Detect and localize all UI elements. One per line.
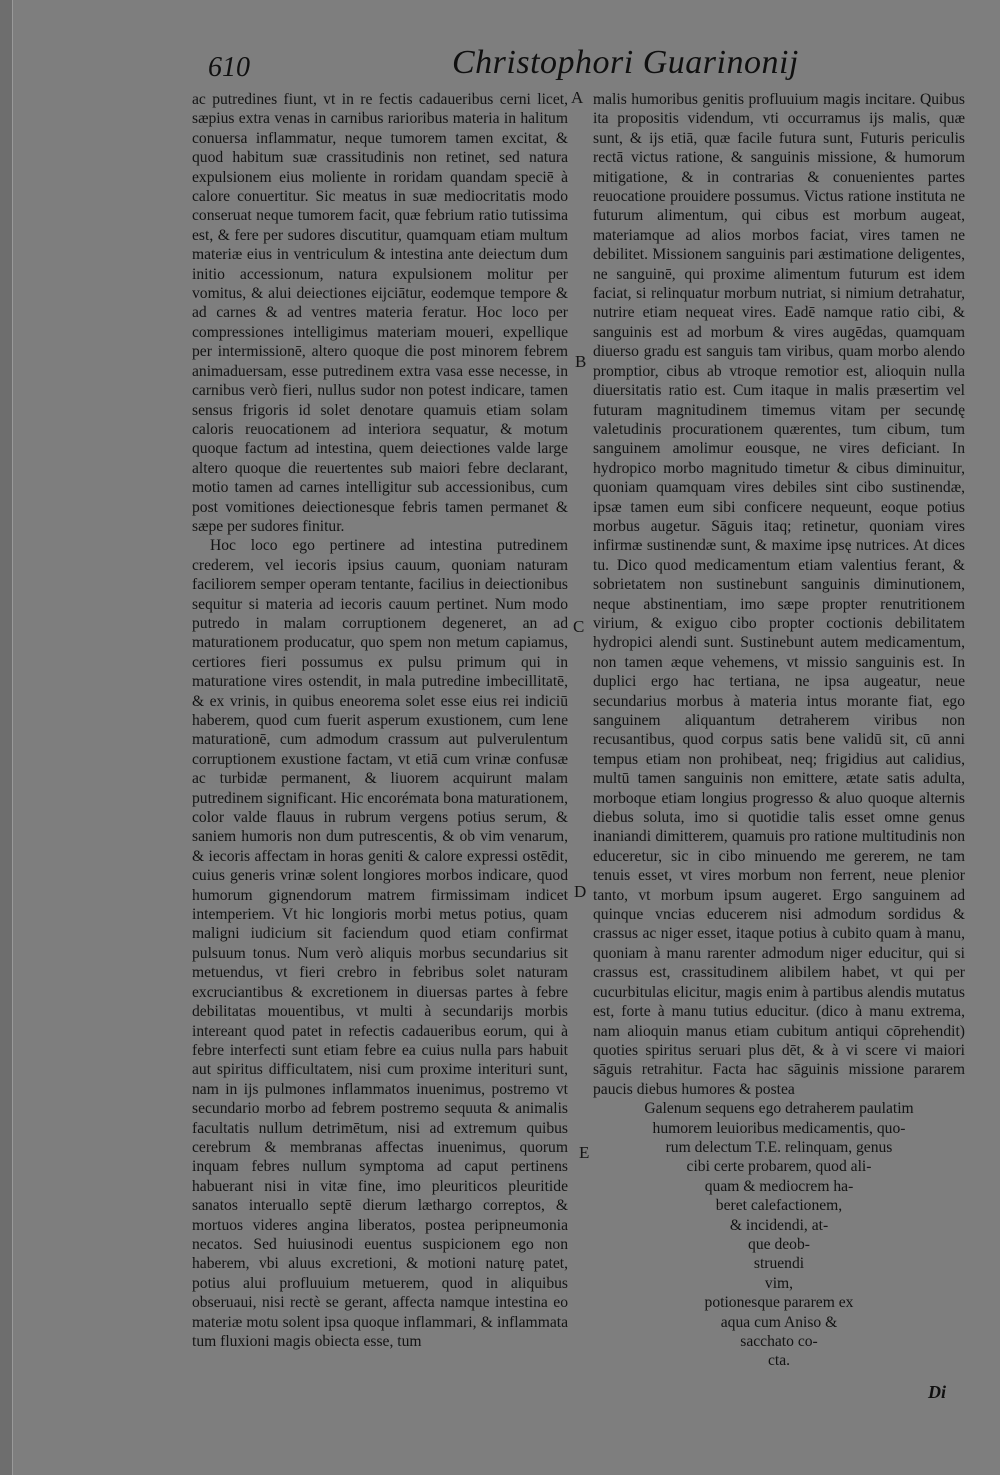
left-column (192, 90, 568, 1351)
right-column (593, 90, 965, 1371)
tail-line: humorem leuioribus medicamentis, quo- (652, 1119, 906, 1137)
tail-line: aqua cum Aniso & (720, 1313, 838, 1331)
margin-letter-e: E (579, 1143, 590, 1162)
tail-line: potionesque pararem ex (704, 1294, 854, 1312)
tail-line: vim, (764, 1274, 794, 1292)
tail-line: quam & mediocrem ha- (704, 1177, 854, 1195)
page-header (200, 40, 980, 90)
tail-line: beret calefactionem, (715, 1197, 843, 1215)
left-paragraph-2: Hoc loco ego pertinere ad intestina putredinem crederem, vel iecoris ipsius cauum, quoniam naturam faciliorem semper operam tentante, facilius in deiectionibus sequitur si materia ad iecoris cauum pertinet. Num modo putredo in malam corruptionem degeneret, an ad maturationem producatur, quo spem non metum capiamus, certiores fieri possumus ex pulsu primum qui in maturatione vires ostendit, in mala putredine imbecillitatē, & ex vrinis, in quibus eneorema solet esse eius rei indiciū haberem, quod cum fuerit asperum exustionem, cum lene maturationē, cum admodum crassum aut pulverulentum corruptionem exustione factam, vt etiā cum vrinæ confusæ ac turbidæ permanent, & liuorem acquirunt malam putredinem significant. Hic encorémata bona maturationem, color valde flauus in rubrum vergens potius serum, & saniem humoris non dum putrescentis, & ob vim venarum, & iecoris affectam in horas geniti & calore expressi ostēdit, cuius generis vrinæ solent longiores morbos indicare, quod humorum gignendorum matrem firmissimam indicet intemperiem. Vt hic longioris morbi metus potius, quam maligni iudicium sit faciendum quod etiam confirmat pulsuum tonus. Num verò aliquis morbus secundarius sit metuendus, vt fieri crebro in febribus solet naturam excruciantibus & excretionem in diuersas partes à febre debilitatas mouentibus, vt multi à secundarijs morbis intereant quod patet in refectis cadaueribus eorum, qui à febre interfecti sunt etiam febre ea cuius nulla pars habuit aut spiritus difficultatem, nisi cum proxime interituri sunt, nam in ijs pulmones inflammatos inuenimus, postremo vt secundario morbo ad febrem postremo sequuta & animalis facultatis nullum detrimētum, nisi ad extremum quibus cerebrum & membranas affectas inuenimus, quorum inquam febres nullum symptoma ad caput pertinens habuerant nisi in vitæ fine, imo pleuriticos pleuritide sanatos interuallo septē dierum læthargo correptos, & mortuos videres angina liberatos, postea peripneumonia necatos. Sed huiusinodi euentus suspicionem ego non haberem, vbi aluus excretioni, & motioni naturę patet, potius alui profluuium metuerem, quod in aliquibus obseruaui, nisi rectè se gerant, affecta namque intestina eo materiæ motu solent ipsa quoque inflammari, & inflammata tum fluxioni magis obiecta esse, tum (192, 537, 568, 1350)
tail-line: cibi certe probarem, quod ali- (686, 1158, 872, 1176)
left-paragraph-1: ac putredines fiunt, vt in re fectis cadaueribus cerni licet, sæpius extra venas in carnibus rarioribus materia in halitum conuersa inflammatur, neque tumorem tamen excitat, & quod habitum suæ crassitudinis non retinet, sed natura expulsionem eius moliente in roridam quandam speciē à calore conuertitur. Sic meatus in suæ mediocritatis modo conseruat neque tumorem facit, quæ febrium ratio tutissima est, & fere per sudores discutitur, quamquam etiam multum materiæ eius in ventriculum & intestina ante deiectum dum initio accessionum, natura expulsionem molitur per vomitus, & alui deiectiones eijciātur, eodemque tempore & ad carnes & ad ventres materia feratur. Hoc loco per compressiones intelligimus materiam moueri, expellique per intermissionē, altero quoque die post minorem febrem animaduersam, esse putredinem extra vasa esse necesse, in carnibus verò fieri, nullus sudor non potest indicare, tamen sensus frigoris id solet denotare quamuis etiam solam caloris reuocationem ad interiora sequatur, & motum quoque factum ad intestina, quem deiectiones valde large altero quoque die reuertentes sub maiori febre declarant, motio tamen ad carnes intelligitur sub accessionibus, cum post vomitiones deiectionesque febris tamen permanet & sæpe per sudores finitur. (192, 91, 568, 535)
running-head: Christophori Guarinonij (452, 44, 799, 81)
catchword: Di (928, 1382, 946, 1402)
margin-letter-c: C (573, 617, 585, 636)
margin-letter-b: B (575, 352, 587, 371)
tail-line: cta. (767, 1352, 791, 1370)
tail-line: & incidendi, at- (729, 1216, 829, 1234)
binding-edge (0, 0, 13, 1475)
tail-line: rum delectum T.E. relinquam, genus (665, 1138, 893, 1156)
tapering-conclusion (593, 1099, 965, 1371)
tail-line: sacchato co- (740, 1333, 818, 1350)
margin-letter-d: D (574, 882, 587, 901)
tail-line: struendi (753, 1255, 805, 1273)
margin-letter-a: A (571, 88, 584, 107)
tail-line: que deob- (748, 1235, 810, 1253)
right-paragraph-1: malis humoribus genitis profluuium magis incitare. Quibus ita propositis videndum, vti occurramus ijs malis, quæ sunt, & ijs etiā, quæ facile futura sunt, Futuris periculis rectā victus ratione, & sanguinis missione, & humorum mitigatione, & in contrarias & conuenientes partes reuocatione prouidere possumus. Victus ratione instituta ne futurum alimentum, qui cibus est morbum augeat, materiamque ad alios morbos faciat, vires tamen ne debilitet. Missionem sanguinis pari æstimatione deligentes, ne sanguinē, qui proxime alimentum futurum est idem faciat, si relinquatur morbum nutriat, si nimium detrahatur, nutrire etiam nequeat vires. Eadē namque ratio cibi, & sanguinis est ad morbum & vires augēdas, quamquam diuerso gradu est sanguis tam viribus, quam morbo alendo promptior, cibus ab vtroque remotior est, alioquin nulla diuersitatis ratio est. Cum itaque in malis præsertim vel futuram magnitudinem timemus vitam per secundę valetudinis procurationem quærentes, tum cibum, tum sanguinem amolimur eousque, ne vires deficiant. In hydropico morbo magnitudo timetur & cibus diminuitur, quoniam quamquam vires debiles sint cibo sustinendæ, ipsæ tamen eum sibi conficere nequeunt, eoque potius morbus augetur. Sāguis itaq; retinetur, quoniam vires infirmæ sustinendæ sunt, & maxime ipsę nutrices. At dices tu. Dico quod medicamentum etiam valentius ferant, & sobrietatem non sustinebunt sanguinis diminutionem, neque abstinentiam, imo sæpe propter renutritionem virium, & exiguo cibo propter coctionis debilitatem hydropici alendi sunt. Sustinebunt autem medicamentum, non tamen æque vehemens, vt missio sanguinis est. In duplici ergo hac tertiana, ne ipsa augeatur, neue secundarius morbus à materia intus morante fiat, ego sanguinem aliquantum detraherem viribus non recusantibus, quod corpus satis bene validū sit, cū anni tempus etiam non prohibeat, neq; frigidius aut calidius, multū tamen sanguinis non emittere, ætate satis adulta, morboque etiam longius progresso & aluo quoque alternis diebus soluta, imo si quotidie talis esset omne genus inaniandi dimitterem, quamuis pro ratione multitudinis non educeretur, sic in cibo minuendo me gererem, ne tam tenuis esset, vt vires morbum non ferrent, neue plenior tanto, vt morbum ipsum augeret. Ergo sanguinem ad quinque vncias educerem nisi admodum sordidus & crassus ac niger esset, itaque potius à cubito quam à manu, quoniam à manu rarenter admodum niger educitur, qui si crassus est, crassitudinem alibilem habet, vt qui per cucurbitulas elicitur, magis enim à partibus alendis mutatus est, forte à manu tutius educitur. (dico à manu extrema, nam alioquin manus etiam cubitum antiqui cōprehendit) quoties spiritus seruari plus dēt, & à vi scere vi maiori sāguis retrahitur. Facta hac sāguinis missione pararem paucis diebus humores & postea (593, 91, 965, 1098)
page-number: 610 (208, 52, 250, 83)
tail-line: Galenum sequens ego detraherem paulatim (644, 1100, 914, 1118)
